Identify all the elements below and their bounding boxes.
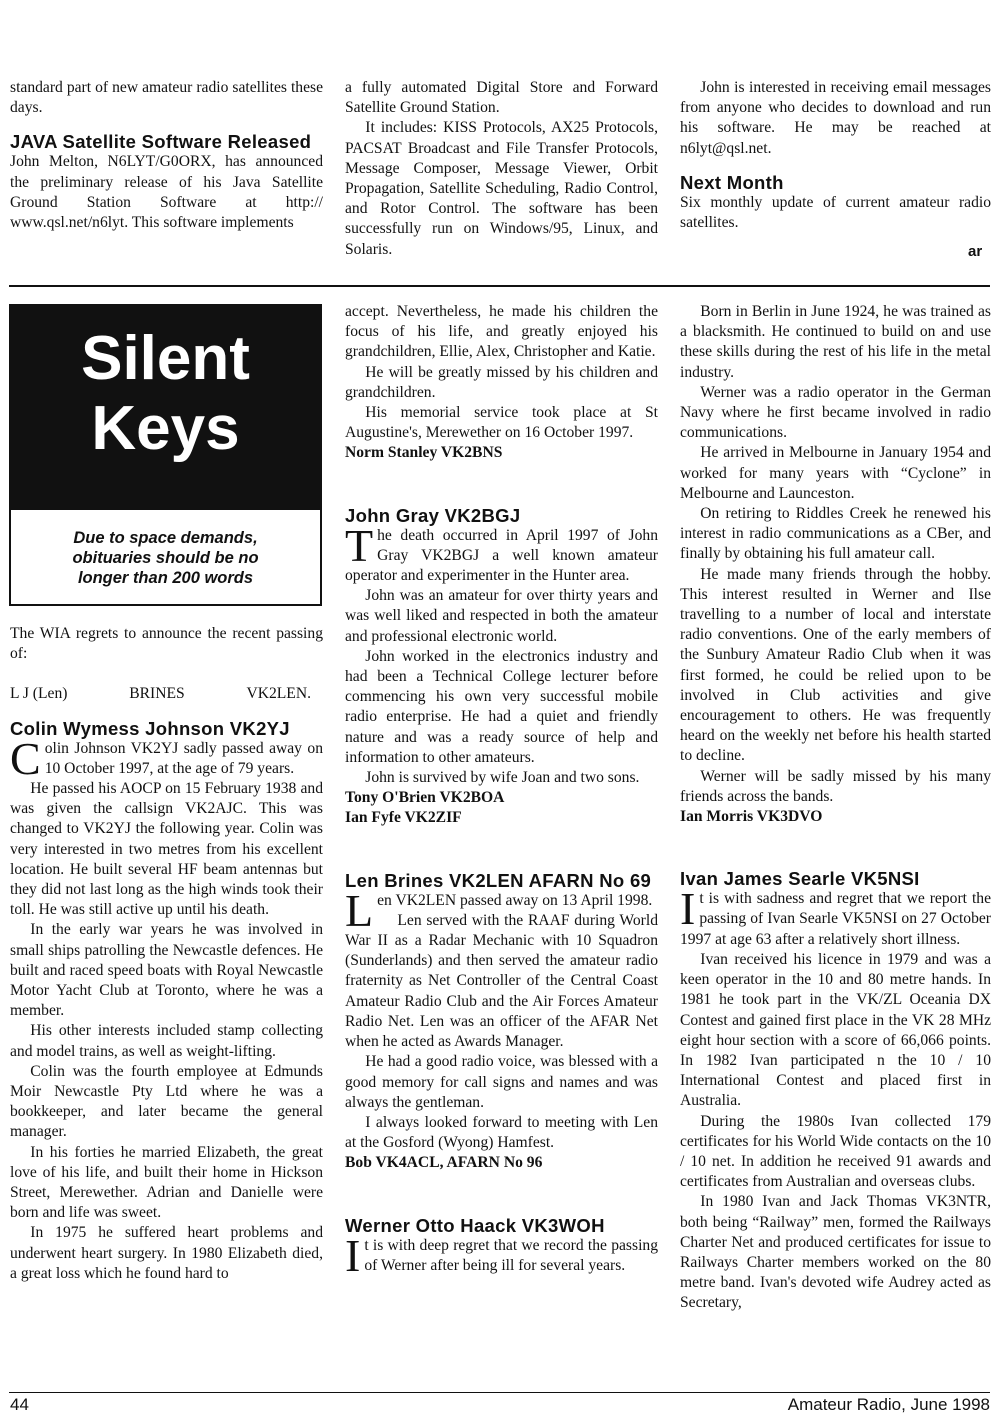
word-limit-note: Due to space demands, obituaries should be no longer than 200 words [72, 529, 259, 587]
colin-continued-p1: accept. Nevertheless, he made his children the focus of his life, and greatly enjoyed his grandchildren, Ellie, Alex, Christopher and Katie. [345, 303, 658, 361]
len-p2: Len served with the RAAF during World War II as a Radar Mechanic with 10 Squadron (Sunderlands) and then served the amateur radio fraternity as Net Controller of the Central Coast Amateur Radio Club and the Air Forces Amateur Radio Net. Len was an officer of the AFAR Net when he acted as Awards Manager. [345, 911, 658, 1051]
column-3 [680, 302, 991, 1314]
werner-p3: Werner was a radio operator in the German Navy where he first became involved in radio communications. [680, 383, 991, 442]
page-number: 44 [10, 1395, 29, 1414]
colin-heading: Colin Wymess Johnson VK2YJ [10, 717, 290, 739]
passing-callsign: VK2LEN. [246, 685, 311, 703]
ivan-p2: Ivan received his licence in 1979 and was a keen operator in the 10 and 80 metre hands. In 1981 he took part in the VK/ZL Oceania DX Contest and gained first place in the VK 28 MHz eight hour section with a score of 66,066 points. In 1982 Ivan participated n the 10 / 10 International Contest and placed first in Australia. [680, 950, 991, 1110]
section-divider [9, 285, 990, 287]
colin-p3: In the early war years he was involved in small ships patrolling the Newcastle defences. He built and raced speed boats with Royal Newcastle Motor Yacht Club at Toronto, where he was a member. [10, 921, 323, 1020]
colin-p5: Colin was the fourth employee at Edmunds Moir Newcastle Pty Ltd where he was a bookkeeper, and later became the general manager. [10, 1062, 323, 1141]
len-p4: I always looked forward to meeting with Len at the Gosford (Wyong) Hamfest. [345, 1113, 658, 1152]
ivan-p1 [680, 883, 991, 950]
column-2 [345, 302, 658, 1281]
john-p3: John worked in the electronics industry and had been a Technical College lecturer before commencing his own very successful mobile radio enterprise. He had a quiet and friendly nature and was a ready source of help and information to other amateurs. [345, 647, 658, 766]
john-heading: John Gray VK2BGJ [345, 504, 521, 526]
top-intro-text: standard part of new amateur radio satellites these days. [10, 79, 323, 117]
len-signature: Bob VK4ACL, AFARN No 96 [345, 1154, 543, 1172]
software-features-text: It includes: KISS Protocols, AX25 Protocols, PACSAT Broadcast and File Transfer Protocols, Message Composer, Message Viewer, Orbit Propagation, Satellite Scheduling, Radio Control, and Rotor Control. The software has been successfully run on Windows/95, Linux, and Solaris. [345, 119, 658, 258]
len-p1-text: en VK2LEN passed away on 13 April 1998. [377, 891, 653, 909]
silent-keys-title-line1: Silent [81, 324, 250, 393]
next-month-text: Six monthly update of current amateur radio satellites. [680, 193, 991, 232]
werner-p1 [345, 1229, 658, 1281]
drop-cap: I [680, 883, 696, 935]
werner-p2: Born in Berlin in June 1924, he was trained as a blacksmith. He continued to build on and use these skills during the rest of his life in the metal industry. [680, 303, 991, 381]
werner-p4: He arrived in Melbourne in January 1954 and worked for many years with “Cyclone” in Melbourne and Launceston. [680, 444, 991, 502]
colin-signature: Norm Stanley VK2BNS [345, 444, 503, 462]
ivan-p1-text: t is with sadness and regret that we report the passing of Ivan Searle VK5NSI on 27 October 1997 at age 63 after a relatively short illness. [680, 890, 991, 948]
wia-intro-text: The WIA regrets to announce the recent passing of: [10, 625, 323, 663]
passing-surname: BRINES [129, 685, 185, 703]
len-heading: Len Brines VK2LEN AFARN No 69 [345, 869, 652, 891]
silent-keys-title-line2: Keys [91, 394, 240, 463]
werner-p5: On retiring to Riddles Creek he renewed his interest in radio communications as a CBer, and finally by obtaining his full amateur call. [680, 505, 991, 563]
john-signature-2: Ian Fyfe VK2ZIF [345, 809, 462, 827]
java-satellite-heading: JAVA Satellite Software Released [10, 131, 312, 153]
ivan-p3: During the 1980s Ivan collected 179 certificates for his World Wide contacts on the 10 / 10 net. In addition he received 91 awards and certificates from Australian and overseas clubs. [680, 1112, 991, 1191]
drop-cap: T [345, 519, 374, 571]
john-p2: John was an amateur for over thirty years and was well liked and respected in both the amateur and professional electronic world. [345, 587, 658, 645]
colin-p6: In his forties he married Elizabeth, the great love of his life, and built their home in Hickson Street, Merewether. Adrian and Danielle were born and life was sweet. [10, 1143, 323, 1222]
contact-text: John is interested in receiving email messages from anyone who decides to download and run his software. He may be reached at n6lyt@qsl.net. [680, 79, 991, 157]
colin-p4: His other interests included stamp collecting and model trains, as well as weight-lifting. [10, 1022, 323, 1060]
werner-heading: Werner Otto Haack VK3WOH [345, 1214, 605, 1236]
passing-name: L J (Len) [10, 685, 68, 703]
werner-p7: Werner will be sadly missed by his many friends across the bands. [680, 767, 991, 805]
len-p3: He had a good radio voice, was blessed with a good memory for call signs and names and was always the gentleman. [345, 1053, 658, 1111]
top-column-3 [680, 78, 991, 233]
colin-continued-p3: His memorial service took place at St Augustine's, Merewether on 16 October 1997. [345, 404, 658, 442]
java-satellite-body: John Melton, N6LYT/G0ORX, has announced the preliminary release of his Java Satellite Ground Station Software at http:// www.qsl.net/n6lyt. This software implements [10, 153, 323, 232]
silent-keys-title [11, 306, 320, 510]
ground-station-text: a fully automated Digital Store and Forward Satellite Ground Station. [345, 79, 658, 117]
top-column-1 [10, 78, 323, 233]
john-signature-1: Tony O'Brien VK2BOA [345, 789, 505, 807]
colin-p1-text: olin Johnson VK2YJ sadly passed away on 10 October 1997, at the age of 79 years. [44, 739, 323, 777]
colin-continued-p2: He will be greatly missed by his children and grandchildren. [345, 363, 658, 401]
len-p1 [345, 884, 658, 936]
john-p1-text: he death occurred in April 1997 of John Gray VK2BGJ a well known amateur operator and experimenter in the Hunter area. [345, 526, 658, 585]
colin-p2: He passed his AOCP on 15 February 1938 and was given the callsign VK2AJC. This was changed to VK2YJ the following year. Colin was very interested in two metres from his excellent location. He built several HF beam antennas but they did not last long as the high winds took their toll. He was still active up until his death. [10, 780, 323, 919]
passing-list-entry [10, 684, 323, 704]
colin-p7: In 1975 he suffered heart problems and underwent heart surgery. In 1980 Elizabeth died, a great loss which he found hard to [10, 1224, 323, 1282]
ivan-p4: In 1980 Ivan and Jack Thomas VK3NTR, both being “Railway” men, formed the Railways Charter Net and produced certificates for issue to Railways Charter members worked on the 80 metre band. Ivan's devoted wife Audrey acted as Secretary, [680, 1193, 991, 1312]
footer-rule [9, 1392, 990, 1393]
werner-signature: Ian Morris VK3DVO [680, 808, 823, 826]
drop-cap: L [345, 884, 374, 936]
drop-cap: I [345, 1229, 361, 1281]
next-month-heading: Next Month [680, 171, 784, 193]
end-mark: ar [968, 243, 983, 260]
publication-footer: Amateur Radio, June 1998 [787, 1395, 990, 1414]
john-p4: John is survived by wife Joan and two sons. [365, 769, 640, 787]
drop-cap: C [10, 732, 41, 784]
colin-p1 [10, 732, 323, 784]
top-column-2 [345, 78, 658, 260]
werner-p1-text: t is with deep regret that we record the passing of Werner after being ill for several years. [364, 1236, 658, 1274]
john-p1 [345, 519, 658, 587]
column-1 [10, 624, 323, 1284]
ivan-heading: Ivan James Searle VK5NSI [680, 868, 920, 890]
silent-keys-box [9, 304, 322, 606]
werner-p6: He made many friends through the hobby. This interest resulted in Werner and Ilse travelling to a number of local and interstate radio conventions. One of the early members of the Sunbury Amateur Radio Club when it was first formed, he could be relied upon to be involved in Club activities and give encouragement to others. He was frequently heard on the weekly net before his health started to decline. [680, 565, 991, 765]
